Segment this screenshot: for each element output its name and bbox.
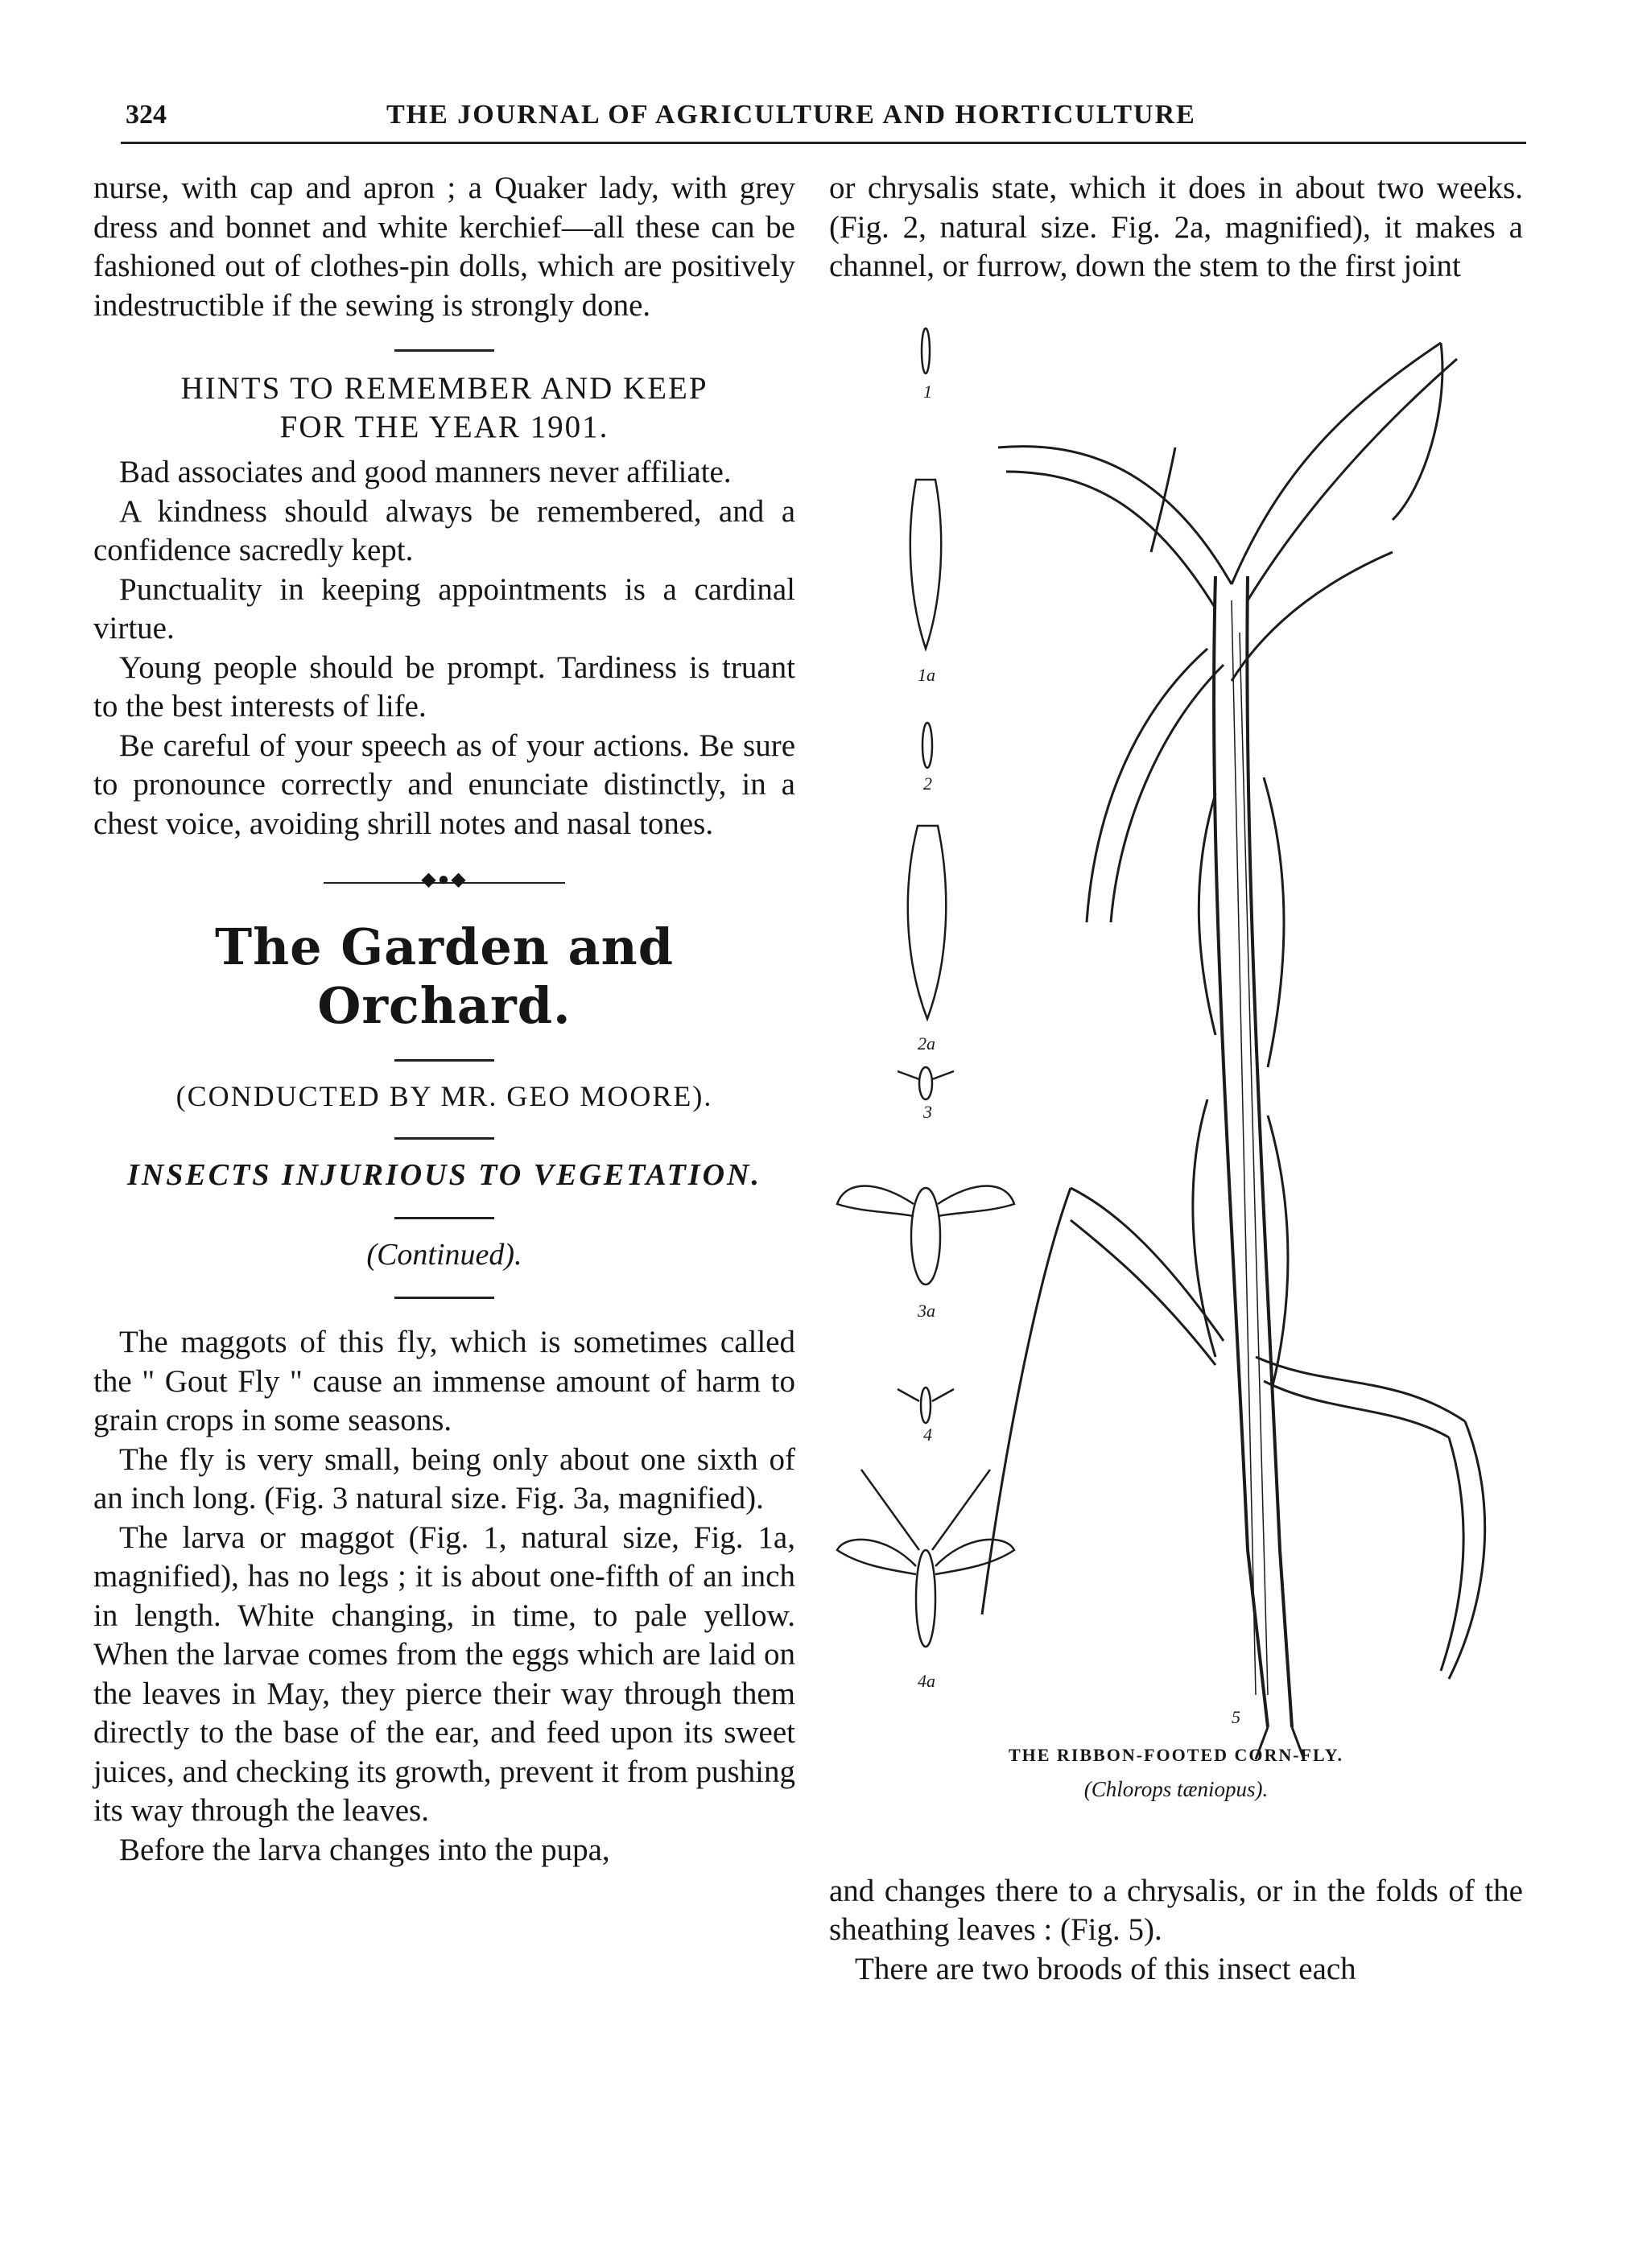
section-divider [394, 1297, 494, 1299]
body-paragraph: Before the larva changes into the pupa, [119, 1832, 610, 1867]
fly-fig3 [898, 1067, 954, 1099]
larva-fig1 [922, 328, 930, 373]
figure-caption: THE RIBBON-FOOTED CORN-FLY. [1008, 1744, 1344, 1765]
intro-paragraph: nurse, with cap and apron ; a Quaker lady, with grey dress and bonnet and white kerchief—all these can be fashioned out of clothes-pin dolls, which are positively indestructible if the sewing is strongly done. [93, 171, 795, 323]
illustration-drawing [829, 311, 1523, 1872]
body-paragraph: The maggots of this fly, which is sometimes called the " Gout Fly " cause an immense amount of harm to grain crops in some seasons. [93, 1325, 795, 1437]
bottom-paragraph: There are two broods of this insect each [855, 1951, 1356, 1986]
journal-title: THE JOURNAL OF AGRICULTURE AND HORTICULTURE [386, 100, 1196, 130]
hint-paragraph: A kindness should always be remembered, and a confidence sacredly kept. [93, 493, 795, 567]
section-divider [394, 1217, 494, 1219]
larva-fig1a [910, 480, 941, 649]
section-divider [394, 1059, 494, 1062]
hint-paragraph: Be careful of your speech as of your actions. Be sure to pronounce correctly and enunciate distinctly, in a chest voice, avoiding shrill notes and nasal tones. [93, 728, 795, 841]
hint-paragraph: Punctuality in keeping appointments is a cardinal virtue. [93, 571, 795, 645]
fig-label-5: 5 [1232, 1706, 1240, 1727]
hints-heading [93, 369, 795, 447]
figure-labels [917, 381, 1240, 1727]
fly-fig3a [837, 1186, 1014, 1285]
hint-paragraph: Bad associates and good manners never affiliate. [119, 455, 732, 489]
fig-label-2: 2 [923, 773, 932, 794]
fig-label-4a: 4a [918, 1670, 935, 1691]
section-divider [394, 349, 494, 352]
fig-label-1: 1 [923, 381, 932, 402]
fig-label-1a: 1a [918, 664, 935, 685]
hints-heading-line1: HINTS TO REMEMBER AND KEEP [180, 371, 708, 406]
fig-label-3a: 3a [918, 1300, 935, 1321]
fig-label-2a: 2a [918, 1033, 935, 1054]
figure-species: (Chlorops tæniopus). [1083, 1776, 1269, 1801]
article-title: INSECTS INJURIOUS TO VEGETATION. [127, 1158, 761, 1192]
corn-fly-illustration [829, 311, 1523, 1872]
header-rule [121, 142, 1526, 144]
top-paragraph: or chrysalis state, which it does in about two weeks. (Fig. 2, natural size. Fig. 2a, magnified), it makes a channel, or furrow, down the stem to the first joint [829, 171, 1523, 283]
pupa-fig2a [908, 826, 946, 1019]
ornamental-divider [324, 869, 565, 893]
fig-label-3: 3 [923, 1101, 932, 1122]
section-title: The Garden and Orchard. [214, 918, 675, 1035]
ornament-glyph: ◆●◆ [421, 869, 468, 890]
section-divider [394, 1137, 494, 1140]
fig-label-4: 4 [923, 1424, 932, 1445]
continued-note: (Continued). [366, 1238, 522, 1272]
conducted-by: (CONDUCTED BY MR. GEO MOORE). [175, 1080, 713, 1112]
pupa-fig2 [922, 723, 932, 768]
body-paragraph: The larva or maggot (Fig. 1, natural size, Fig. 1a, magnified), has no legs ; it is about one-fifth of an inch in length. White changing, in time, to pale yellow. When the larvae comes from the eggs which are laid on the leaves in May, they pierce their way through them directly to the base of the ear, and feed upon its sweet juices, and checking its growth, prevent it from pushing its way through the leaves. [93, 1520, 795, 1828]
left-column [93, 169, 795, 2262]
hint-paragraph: Young people should be prompt. Tardiness is truant to the best interests of life. [93, 649, 795, 724]
wasp-fig4 [898, 1388, 954, 1423]
wasp-fig4a [837, 1470, 1014, 1647]
body-paragraph: The fly is very small, being only about one sixth of an inch long. (Fig. 3 natural size. Fig. 3a, magnified). [93, 1441, 795, 1515]
bottom-paragraph: and changes there to a chrysalis, or in the folds of the sheathing leaves : (Fig. 5). [829, 1873, 1523, 1947]
right-column [829, 169, 1523, 2262]
hints-heading-line2: FOR THE YEAR 1901. [279, 410, 609, 444]
page-number: 324 [126, 100, 167, 130]
running-head [0, 0, 1626, 153]
